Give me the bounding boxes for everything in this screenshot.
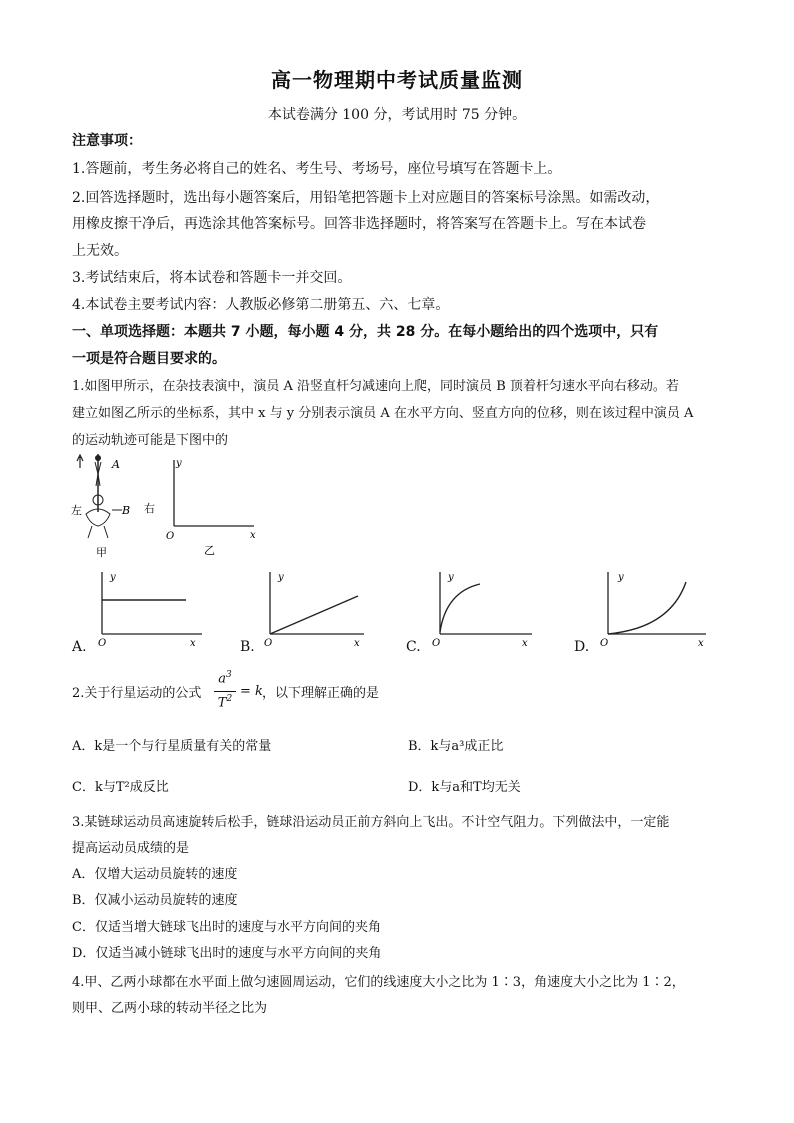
section1-heading-cont: 一项是符合题目要求的。 xyxy=(72,351,226,367)
q3-option-d: D．仅适当减小链球飞出时的速度与水平方向间的夹角 xyxy=(72,946,382,961)
b-y-label: y xyxy=(278,572,284,583)
notice-item-2: 2.回答选择题时，选出每小题答案后，用铅笔把答题卡上对应题目的答案标号涂黑。如需改动， xyxy=(72,190,660,206)
notice-item-2-cont: 用橡皮擦干净后，再选涂其他答案标号。回答非选择题时，将答案写在答题卡上。写在本试卷 xyxy=(72,216,646,232)
figure-yi xyxy=(162,452,262,558)
q2-stem-start: 2.关于行星运动的公式 xyxy=(72,686,202,701)
q2-formula-numerator: $a^3$ xyxy=(218,670,232,687)
c-y-label: y xyxy=(448,572,454,583)
q1-stem-3: 的运动轨迹可能是下图中的 xyxy=(72,433,229,448)
yi-x-label: x xyxy=(250,530,256,541)
notice-item-1: 1.答题前，考生务必将自己的姓名、考生号、考场号，座位号填写在答题卡上。 xyxy=(72,161,562,177)
c-trajectory xyxy=(440,584,480,632)
q2-formula-equals: = k xyxy=(240,684,263,699)
caption-jia: 甲 xyxy=(96,546,107,558)
q3-option-a: A．仅增大运动员旋转的速度 xyxy=(72,867,238,882)
q1-option-c-graph xyxy=(426,566,538,652)
q2-option-a: A．k是一个与行星质量有关的常量 xyxy=(72,739,272,754)
q4-stem-1: 4.甲、乙两小球都在水平面上做匀速圆周运动，它们的线速度大小之比为 1∶3，角速度大小之比为 1∶2， xyxy=(72,975,685,990)
yi-y-label: y xyxy=(176,458,182,469)
d-origin: O xyxy=(600,638,609,649)
q1-option-d-label: D. xyxy=(574,639,590,655)
q1-stem-1: 1.如图甲所示，在杂技表演中，演员 A 沿竖直杆匀减速向上爬，同时演员 B 顶着杆匀速水平向右移动。若 xyxy=(72,379,679,394)
c-x-label: x xyxy=(522,638,528,649)
b-x-label: x xyxy=(354,638,360,649)
notice-heading: 注意事项： xyxy=(72,133,142,149)
exam-subtitle: 本试卷满分 100 分，考试用时 75 分钟。 xyxy=(267,107,527,123)
d-y-label: y xyxy=(618,572,624,583)
q1-option-c-label: C. xyxy=(406,639,421,655)
q1-option-a-graph xyxy=(90,566,210,652)
q3-stem-2: 提高运动员成绩的是 xyxy=(72,841,190,856)
a-origin: O xyxy=(98,638,107,649)
q3-option-c: C．仅适当增大链球飞出时的速度与水平方向间的夹角 xyxy=(72,920,381,935)
figure-jia xyxy=(70,452,150,558)
c-origin: O xyxy=(432,638,441,649)
notice-item-2-cont2: 上无效。 xyxy=(72,243,128,259)
q4-stem-2: 则甲、乙两小球的转动半径之比为 xyxy=(72,1001,268,1016)
q2-stem-end: ，以下理解正确的是 xyxy=(262,686,380,701)
d-x-label: x xyxy=(698,638,704,649)
q2-option-c: C．k与T²成反比 xyxy=(72,780,169,795)
q2-formula-denominator: $T^2$ xyxy=(217,694,233,711)
q2-option-d: D．k与a和T均无关 xyxy=(408,780,521,795)
q3-stem-1: 3.某链球运动员高速旋转后松手，链球沿运动员正前方斜向上飞出。不计空气阻力。下列做法中，一定能 xyxy=(72,815,670,830)
b-trajectory xyxy=(270,596,358,634)
a-y-label: y xyxy=(110,572,116,583)
b-origin: O xyxy=(264,638,273,649)
label-b: B xyxy=(122,504,131,517)
q1-option-b-label: B. xyxy=(240,639,255,655)
section1-heading: 一、单项选择题：本题共 7 小题，每小题 4 分，共 28 分。在每小题给出的四个选项中，只有 xyxy=(72,324,659,340)
q1-option-b-graph xyxy=(258,566,370,652)
d-trajectory xyxy=(608,582,686,634)
caption-yi: 乙 xyxy=(204,544,215,557)
label-left: 左 xyxy=(71,504,82,517)
a-x-label: x xyxy=(190,638,196,649)
label-right: 右 xyxy=(144,502,155,515)
label-a: A xyxy=(112,458,120,471)
yi-origin: O xyxy=(166,531,175,542)
q1-option-a-label: A. xyxy=(72,639,87,655)
up-arrow-icon xyxy=(77,455,83,468)
performer-a-head xyxy=(95,455,101,461)
exam-title: 高一物理期中考试质量监测 xyxy=(271,68,523,92)
q1-stem-2: 建立如图乙所示的坐标系，其中 x 与 y 分别表示演员 A 在水平方向、竖直方向的位移，则在该过程中演员 A xyxy=(72,406,694,421)
q3-option-b: B．仅减小运动员旋转的速度 xyxy=(72,893,238,908)
performer-b-legs xyxy=(88,526,108,538)
notice-item-3: 3.考试结束后，将本试卷和答题卡一并交回。 xyxy=(72,270,352,286)
q2-fraction-bar xyxy=(214,691,236,692)
q2-option-b: B．k与a³成正比 xyxy=(408,739,504,754)
notice-item-4: 4.本试卷主要考试内容：人教版必修第二册第五、六、七章。 xyxy=(72,297,450,313)
q1-option-d-graph xyxy=(594,566,712,652)
